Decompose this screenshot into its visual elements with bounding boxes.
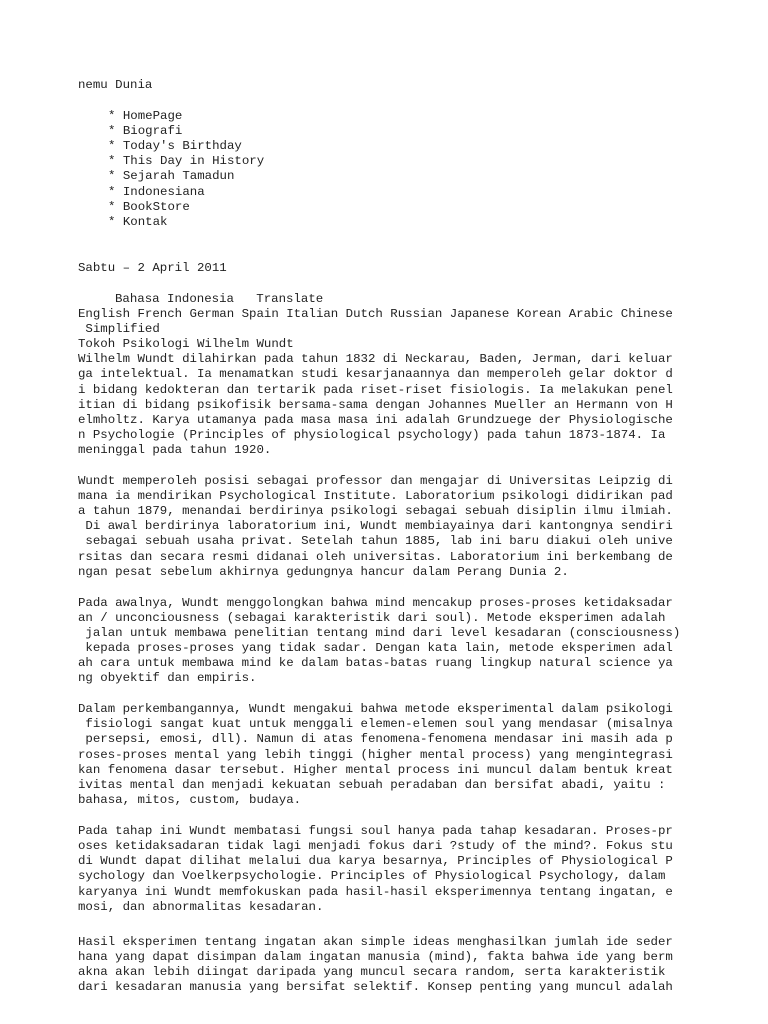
nav-item-bookstore[interactable]: * BookStore [108,200,190,214]
language-list-line[interactable]: English French German Spain Italian Dutch Russian Japanese Korean Arabic Chinese [78,307,673,321]
translate-bar[interactable]: Bahasa Indonesia Translate [115,292,324,306]
text-line: kan fenomena dasar tersebut. Higher mental process ini muncul dalam bentuk kreat [78,763,673,777]
text-line: persepsi, emosi, dll). Namun di atas fenomena-fenomena mendasar ini masih ada p [78,732,673,746]
text-line: sebagai sebuah usaha privat. Setelah tahun 1885, lab ini baru diakui oleh unive [78,534,673,548]
text-line: akna akan lebih diingat daripada yang muncul secara random, serta karakteristik [78,965,666,979]
text-line: fisiologi sangat kuat untuk menggali elemen-elemen soul yang mendasar (misalnya [78,717,673,731]
text-line: roses-proses mental yang lebih tinggi (higher mental process) yang mengintegrasi [78,748,673,762]
text-line: kepada proses-proses yang tidak sadar. Dengan kata lain, metode eksperimen adal [78,641,673,655]
text-line: Pada awalnya, Wundt menggolongkan bahwa mind mencakup proses-proses ketidaksadar [78,596,673,610]
text-line: karyanya ini Wundt memfokuskan pada hasil-hasil eksperimennya tentang ingatan, e [78,885,673,899]
nav-item-this-day-in-history[interactable]: * This Day in History [108,154,265,168]
text-line: meninggal pada tahun 1920. [78,443,272,457]
nav-item-sejarah-tamadun[interactable]: * Sejarah Tamadun [108,169,235,183]
text-line: mana ia mendirikan Psychological Institute. Laboratorium psikologi didirikan pad [78,489,673,503]
text-line: bahasa, mitos, custom, budaya. [78,793,302,807]
text-line: hana yang dapat disimpan dalam ingatan manusia (mind), fakta bahwa ide yang berm [78,950,673,964]
nav-item-indonesiana[interactable]: * Indonesiana [108,185,205,199]
text-line: Hasil eksperimen tentang ingatan akan simple ideas menghasilkan jumlah ide seder [78,935,673,949]
nav-item-todays-birthday[interactable]: * Today's Birthday [108,139,242,153]
text-line: oses ketidaksadaran tidak lagi menjadi fokus dari ?study of the mind?. Fokus stu [78,839,673,853]
language-list-line[interactable]: Simplified [78,322,160,336]
text-line: n Psychologie (Principles of physiological psychology) pada tahun 1873-1874. Ia [78,428,666,442]
text-line: Wundt memperoleh posisi sebagai professor dan mengajar di Universitas Leipzig di [78,474,673,488]
text-line: Wilhelm Wundt dilahirkan pada tahun 1832 di Neckarau, Baden, Jerman, dari keluar [78,352,673,366]
text-line: dari kesadaran manusia yang bersifat selektif. Konsep penting yang muncul adalah [78,980,673,994]
text-line: Di awal berdirinya laboratorium ini, Wundt membiayainya dari kantongnya sendiri [78,519,673,533]
text-line: Dalam perkembangannya, Wundt mengakui bahwa metode eksperimental dalam psikologi [78,702,673,716]
text-line: i bidang kedokteran dan tertarik pada riset-riset fisiologis. Ia melakukan penel [78,383,673,397]
text-line: sychology dan Voelkerpsychologie. Principles of Physiological Psychology, dalam [78,869,666,883]
post-date: Sabtu – 2 April 2011 [78,261,227,275]
text-line: di Wundt dapat dilihat melalui dua karya besarnya, Principles of Physiological P [78,854,673,868]
text-line: jalan untuk membawa penelitian tentang mind dari level kesadaran (consciousness) [78,626,681,640]
text-line: itian di bidang psikofisik bersama-sama dengan Johannes Mueller an Hermann von H [78,398,673,412]
text-line: ngan pesat sebelum akhirnya gedungnya hancur dalam Perang Dunia 2. [78,565,569,579]
text-line: elmholtz. Karya utamanya pada masa masa ini adalah Grundzuege der Physiologische [78,413,673,427]
text-line: ah cara untuk membawa mind ke dalam batas-batas ruang lingkup natural science ya [78,656,673,670]
text-line: mosi, dan abnormalitas kesadaran. [78,900,324,914]
nav-item-kontak[interactable]: * Kontak [108,215,168,229]
text-line: ng obyektif dan empiris. [78,671,257,685]
text-line: ga intelektual. Ia menamatkan studi kesarjanaannya dan memperoleh gelar doktor d [78,367,673,381]
site-title: nemu Dunia [78,78,153,92]
text-line: an / unconciousness (sebagai karakteristik dari soul). Metode eksperimen adalah [78,611,666,625]
text-line: ivitas mental dan menjadi kekuatan sebuah peradaban dan bersifat abadi, yaitu : [78,778,666,792]
post-title: Tokoh Psikologi Wilhelm Wundt [78,337,294,351]
text-line: Pada tahap ini Wundt membatasi fungsi soul hanya pada tahap kesadaran. Proses-pr [78,824,673,838]
text-line: a tahun 1879, menandai berdirinya psikologi sebagai sebuah disiplin ilmu ilmiah. [78,504,673,518]
nav-item-homepage[interactable]: * HomePage [108,109,183,123]
nav-item-biografi[interactable]: * Biografi [108,124,183,138]
text-line: rsitas dan secara resmi didanai oleh universitas. Laboratorium ini berkembang de [78,550,673,564]
